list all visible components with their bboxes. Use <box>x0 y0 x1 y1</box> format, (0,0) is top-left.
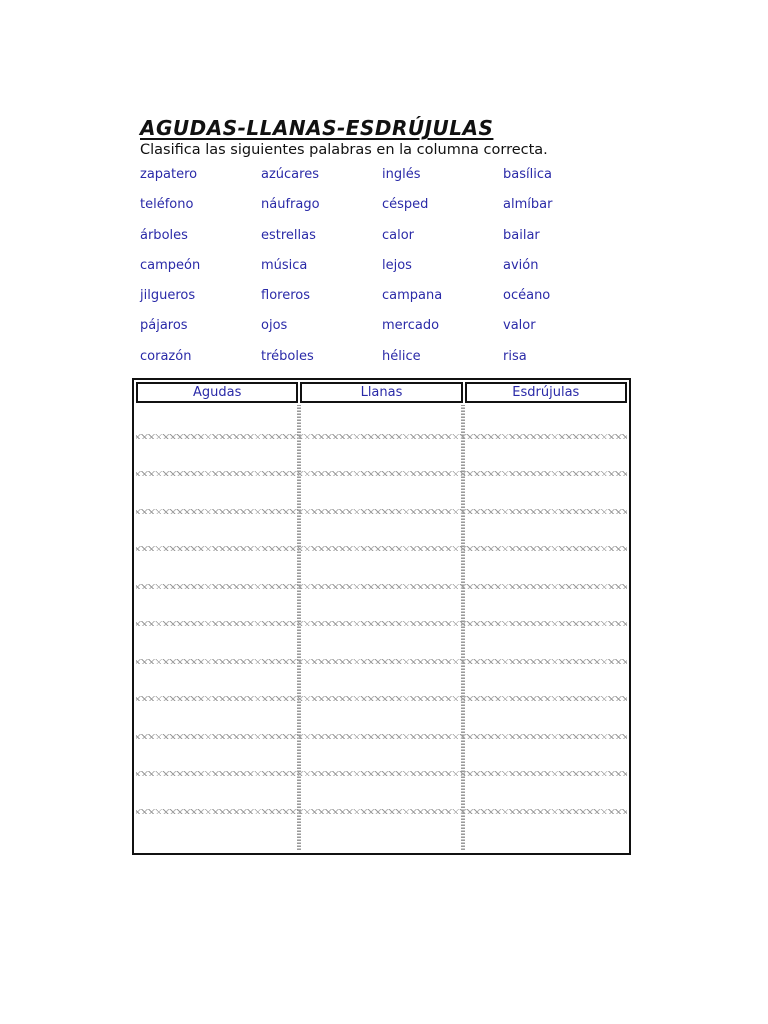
answer-cell[interactable] <box>468 630 626 658</box>
answer-cell[interactable] <box>468 593 626 621</box>
word-item: campana <box>382 288 443 304</box>
word-item: árboles <box>140 227 188 243</box>
answer-cell[interactable] <box>304 705 462 733</box>
row-separator <box>136 434 627 439</box>
row-separator <box>136 584 627 589</box>
row-separator <box>136 621 627 626</box>
answer-cell[interactable] <box>136 705 294 733</box>
header-llanas: Llanas <box>300 382 462 403</box>
word-item: risa <box>503 348 527 364</box>
answer-cell[interactable] <box>136 743 294 771</box>
word-item: lejos <box>382 257 412 273</box>
answer-cell[interactable] <box>304 480 462 508</box>
word-item: náufrago <box>261 197 320 213</box>
answer-cell[interactable] <box>304 743 462 771</box>
header-esdrujulas: Esdrújulas <box>465 382 627 403</box>
word-item: jilgueros <box>140 288 196 304</box>
word-item: césped <box>382 197 429 213</box>
word-item: océano <box>503 288 551 304</box>
word-item: mercado <box>382 318 440 334</box>
worksheet-title: AGUDAS-LLANAS-ESDRÚJULAS <box>140 116 494 140</box>
word-item: hélice <box>382 348 421 364</box>
word-item: azúcares <box>261 167 319 182</box>
word-item: inglés <box>382 167 421 182</box>
answer-cell[interactable] <box>136 780 294 808</box>
header-agudas: Agudas <box>136 382 298 403</box>
answer-cell[interactable] <box>468 405 626 433</box>
row-separator <box>136 471 627 476</box>
row-separator <box>136 659 627 664</box>
row-separator <box>136 696 627 701</box>
word-item: estrellas <box>261 227 316 243</box>
answer-cell[interactable] <box>304 555 462 583</box>
word-item: pájaros <box>140 318 188 334</box>
answer-cell[interactable] <box>468 555 626 583</box>
row-separator <box>136 771 627 776</box>
classification-table <box>132 378 631 855</box>
answer-cell[interactable] <box>468 780 626 808</box>
word-item: corazón <box>140 348 192 364</box>
answer-cell[interactable] <box>136 818 294 846</box>
answer-cell[interactable] <box>136 555 294 583</box>
answer-cell[interactable] <box>304 518 462 546</box>
answer-cell[interactable] <box>304 630 462 658</box>
answer-cell[interactable] <box>136 518 294 546</box>
row-separator <box>136 809 627 814</box>
answer-cell[interactable] <box>304 593 462 621</box>
answer-cell[interactable] <box>304 405 462 433</box>
answer-cell[interactable] <box>304 668 462 696</box>
row-separator <box>136 734 627 739</box>
answer-cell[interactable] <box>468 518 626 546</box>
word-item: ojos <box>261 318 288 334</box>
word-item: basílica <box>503 167 552 182</box>
word-item: valor <box>503 318 536 334</box>
word-item: tréboles <box>261 348 314 364</box>
word-item: floreros <box>261 288 310 304</box>
answer-cell[interactable] <box>468 480 626 508</box>
word-item: teléfono <box>140 197 194 213</box>
answer-cell[interactable] <box>136 630 294 658</box>
word-item: calor <box>382 227 415 243</box>
word-item: campeón <box>140 257 201 273</box>
answer-cell[interactable] <box>468 705 626 733</box>
answer-cell[interactable] <box>304 818 462 846</box>
word-item: almíbar <box>503 197 553 213</box>
worksheet-instruction: Clasifica las siguientes palabras en la columna correcta. <box>140 142 548 158</box>
table-header-row <box>136 382 627 403</box>
word-list <box>140 165 630 377</box>
answer-cell[interactable] <box>304 443 462 471</box>
word-item: avión <box>503 257 539 273</box>
word-item: zapatero <box>140 167 198 182</box>
answer-cell[interactable] <box>468 443 626 471</box>
table-body <box>136 405 627 851</box>
row-separator <box>136 546 627 551</box>
answer-cell[interactable] <box>136 443 294 471</box>
answer-cell[interactable] <box>468 818 626 846</box>
word-item: música <box>261 257 308 273</box>
row-separator <box>136 509 627 514</box>
word-item: bailar <box>503 227 540 243</box>
answer-cell[interactable] <box>136 668 294 696</box>
answer-cell[interactable] <box>468 743 626 771</box>
answer-cell[interactable] <box>136 480 294 508</box>
answer-cell[interactable] <box>136 405 294 433</box>
answer-cell[interactable] <box>468 668 626 696</box>
answer-cell[interactable] <box>136 593 294 621</box>
answer-cell[interactable] <box>304 780 462 808</box>
